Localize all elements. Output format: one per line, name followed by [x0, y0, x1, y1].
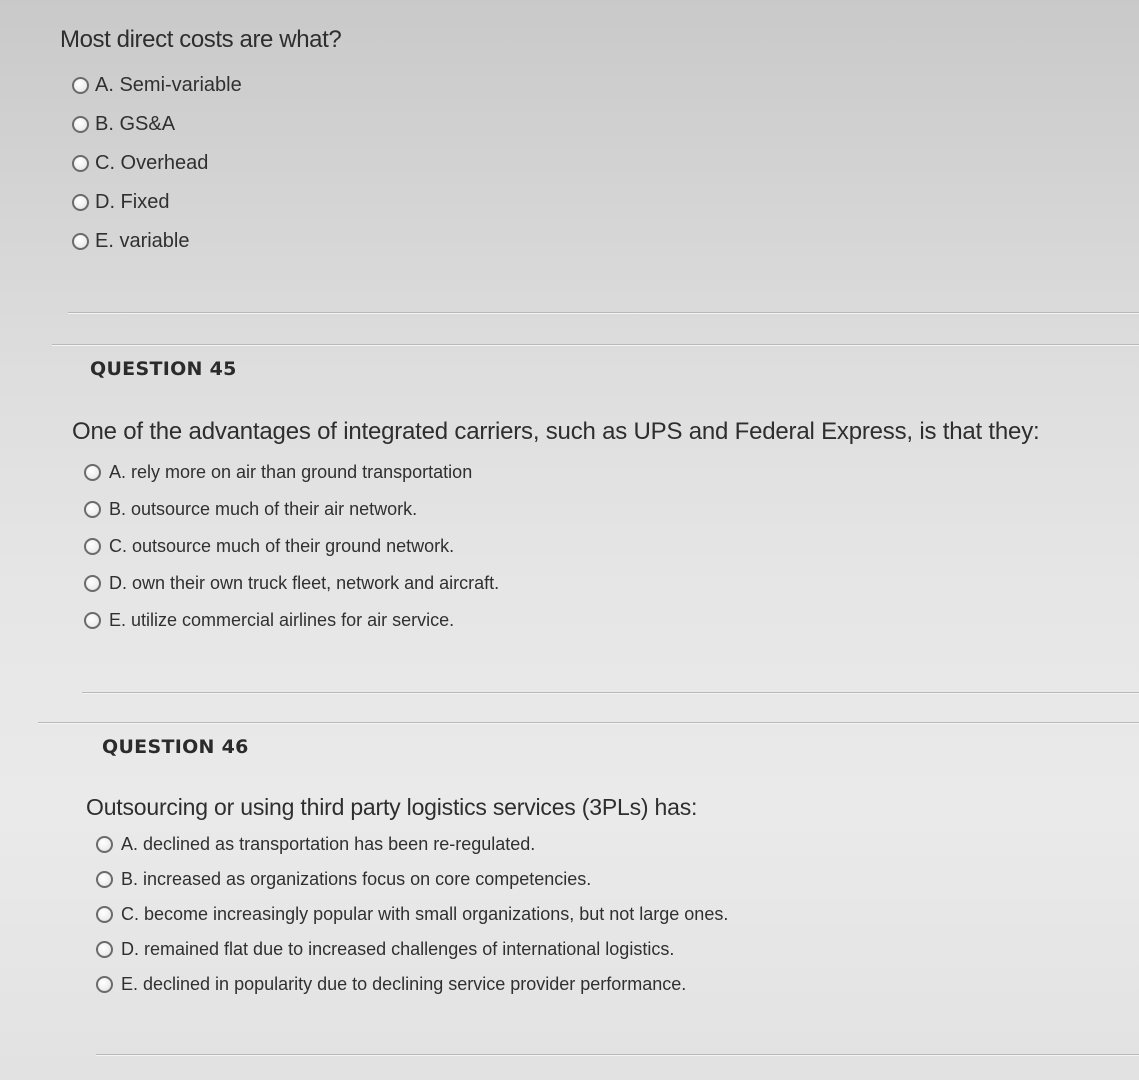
option-a[interactable] — [72, 66, 341, 105]
option-b[interactable] — [72, 105, 341, 144]
option-label: C. outsource much of their ground network. — [109, 536, 455, 556]
radio-button-icon[interactable] — [72, 233, 89, 250]
radio-button-icon[interactable] — [84, 464, 101, 481]
option-label: B. outsource much of their air network. — [109, 499, 418, 519]
option-label: A. Semi-variable — [95, 74, 242, 96]
answer-options — [96, 827, 728, 1002]
answer-options — [84, 454, 1039, 639]
option-c[interactable] — [84, 528, 1039, 565]
option-d[interactable] — [96, 932, 728, 967]
section-divider — [68, 312, 1139, 314]
question-45 — [72, 358, 1039, 639]
option-label: D. Fixed — [95, 191, 170, 213]
radio-button-icon[interactable] — [84, 575, 101, 592]
option-b[interactable] — [96, 862, 728, 897]
radio-button-icon[interactable] — [96, 906, 113, 923]
question-heading: QUESTION 46 — [102, 736, 249, 758]
question-prompt: One of the advantages of integrated carriers, such as UPS and Federal Express, is that they: — [72, 418, 1040, 445]
radio-button-icon[interactable] — [72, 155, 89, 172]
option-label: B. increased as organizations focus on core competencies. — [121, 869, 592, 889]
radio-button-icon[interactable] — [96, 836, 113, 853]
option-d[interactable] — [72, 183, 341, 222]
option-e[interactable] — [72, 222, 341, 261]
option-b[interactable] — [84, 491, 1039, 528]
option-d[interactable] — [84, 565, 1039, 602]
option-c[interactable] — [96, 897, 728, 932]
option-label: D. remained flat due to increased challenges of international logistics. — [121, 939, 675, 959]
option-e[interactable] — [84, 602, 1039, 639]
option-label: A. rely more on air than ground transportation — [109, 462, 473, 482]
option-label: C. become increasingly popular with small organizations, but not large ones. — [121, 904, 729, 924]
question-prompt: Outsourcing or using third party logistics services (3PLs) has: — [86, 794, 698, 820]
option-label: C. Overhead — [95, 152, 209, 174]
option-label: E. utilize commercial airlines for air service. — [109, 610, 455, 630]
section-divider — [82, 692, 1139, 694]
section-divider — [38, 722, 1139, 724]
option-label: E. variable — [95, 230, 190, 252]
radio-button-icon[interactable] — [96, 871, 113, 888]
question-44 — [60, 26, 341, 261]
radio-button-icon[interactable] — [84, 612, 101, 629]
radio-button-icon[interactable] — [96, 976, 113, 993]
option-a[interactable] — [96, 827, 728, 862]
radio-button-icon[interactable] — [84, 538, 101, 555]
question-46 — [86, 736, 728, 1002]
section-divider — [96, 1054, 1139, 1056]
option-label: B. GS&A — [95, 113, 176, 135]
option-e[interactable] — [96, 967, 728, 1002]
option-label: D. own their own truck fleet, network and aircraft. — [109, 573, 500, 593]
question-prompt: Most direct costs are what? — [60, 26, 342, 53]
option-label: E. declined in popularity due to declining service provider performance. — [121, 974, 687, 994]
radio-button-icon[interactable] — [72, 77, 89, 94]
section-divider — [52, 344, 1139, 346]
radio-button-icon[interactable] — [72, 194, 89, 211]
option-label: A. declined as transportation has been re-regulated. — [121, 834, 536, 854]
option-c[interactable] — [72, 144, 341, 183]
question-heading: QUESTION 45 — [90, 358, 237, 380]
radio-button-icon[interactable] — [72, 116, 89, 133]
radio-button-icon[interactable] — [84, 501, 101, 518]
radio-button-icon[interactable] — [96, 941, 113, 958]
answer-options — [72, 66, 341, 261]
option-a[interactable] — [84, 454, 1039, 491]
